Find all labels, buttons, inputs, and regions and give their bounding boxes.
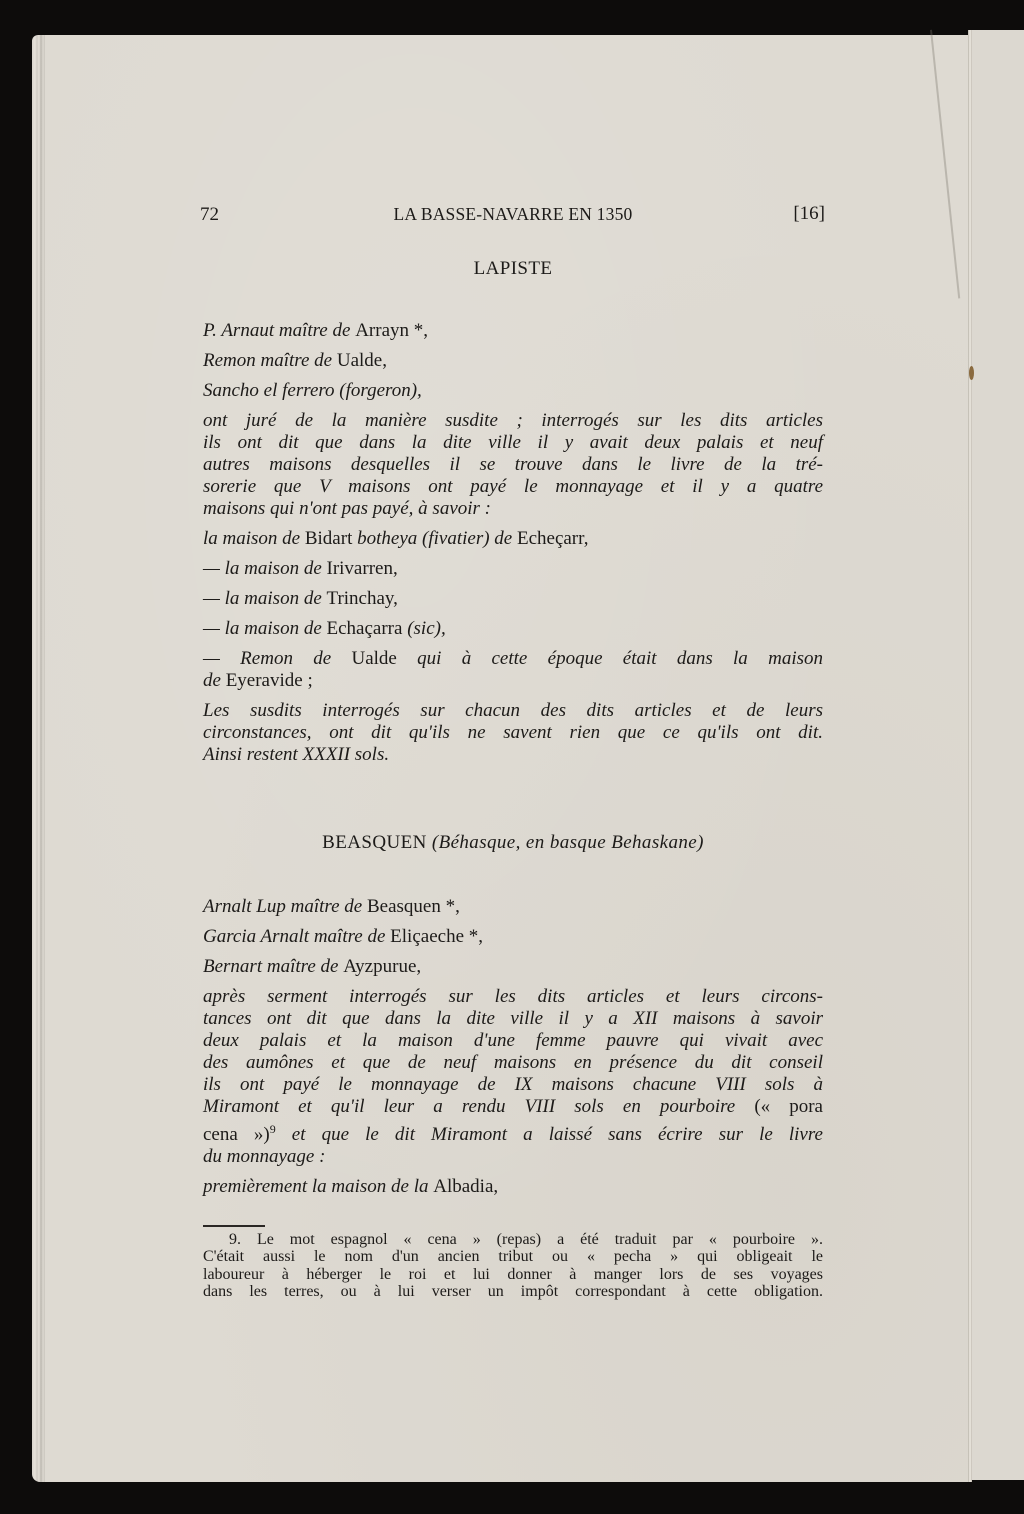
witness-name: P. Arnaut maître de <box>203 320 356 341</box>
section-number: [16] <box>793 203 825 224</box>
house-item <box>203 588 823 610</box>
place-name: Eyeravide ; <box>225 670 313 691</box>
text-line: deux palais et la maison d'une femme pauvre qui vivait avec <box>203 1030 823 1051</box>
running-title: LA BASSE-NAVARRE EN 1350 <box>393 204 633 224</box>
witness-name: Bernart maître de <box>203 956 344 977</box>
footnote-ref[interactable]: 9 <box>269 1122 276 1136</box>
text-line: tances ont dit que dans la dite ville il y a XII maisons à savoir <box>203 1008 823 1029</box>
text-span: (sic), <box>407 618 446 639</box>
text-span: la maison de <box>203 528 305 549</box>
footnote-separator <box>203 1225 265 1227</box>
place-name: Ualde <box>351 648 418 669</box>
witness-name: Sancho el ferrero (forgeron), <box>203 380 422 401</box>
place-name: Ayzpurue, <box>343 956 422 977</box>
book-gutter <box>968 30 972 1482</box>
text-span: botheya (fivatier) de <box>357 528 517 549</box>
house-item <box>203 558 823 580</box>
heading-place: BEASQUEN <box>322 832 432 853</box>
quoted-term: (« pora <box>754 1096 823 1117</box>
witness-name: Arnalt Lup maître de <box>203 896 367 917</box>
text-line <box>203 648 823 670</box>
place-name: Arrayn *, <box>355 320 428 341</box>
text-line <box>203 670 823 692</box>
witness-line <box>203 320 823 342</box>
place-name: Irivarren, <box>326 558 398 579</box>
testimony-paragraph <box>203 986 823 1168</box>
running-head <box>200 200 825 230</box>
quoted-term: cena ») <box>203 1124 270 1145</box>
place-name: Echaçarra <box>326 618 408 639</box>
footnote-line: C'était aussi le nom d'un ancien tribut ou « pecha » qui obligeait le <box>203 1248 823 1266</box>
text-line: ils ont dit que dans la dite ville il y avait deux palais et neuf <box>203 432 823 453</box>
text-span: — la maison de <box>203 618 327 639</box>
page-number: 72 <box>200 204 219 225</box>
page-stack-edge <box>32 35 46 1482</box>
footnote-line: dans les terres, ou à lui verser un impôt correspondant à cette obligation. <box>203 1282 823 1300</box>
text-line: autres maisons desquelles il se trouve dans le livre de la tré- <box>203 454 823 475</box>
text-line <box>203 1096 823 1118</box>
text-span: — Remon de <box>203 648 352 669</box>
text-line: sorerie que V maisons ont payé le monnayage et il y a quatre <box>203 476 823 497</box>
text-span: qui à cette époque était dans la maison <box>417 648 823 669</box>
witness-name: Remon maître de <box>203 350 337 371</box>
place-name: Albadia, <box>433 1176 499 1197</box>
place-name: Ualde, <box>336 350 387 371</box>
house-item <box>203 528 823 550</box>
text-line: des aumônes et que de neuf maisons en présence du dit conseil <box>203 1052 823 1073</box>
paper-stain <box>969 366 974 380</box>
text-line: Les susdits interrogés sur chacun des dits articles et de leurs <box>203 700 823 721</box>
witness-line <box>203 380 823 402</box>
text-line <box>203 1118 823 1146</box>
text-line: circonstances, ont dit qu'ils ne savent rien que ce qu'ils ont dit. <box>203 722 823 743</box>
footnote-line: 9. Le mot espagnol « cena » (repas) a été traduit par « pourboire ». <box>229 1231 823 1248</box>
heading-lapiste: LAPISTE <box>473 258 553 279</box>
witness-line <box>203 896 823 918</box>
text-span: Miramont et qu'il leur a rendu VIII sols en pourboire <box>203 1096 755 1117</box>
place-name: Echeçarr, <box>516 528 589 549</box>
heading-beasquen <box>203 832 823 854</box>
footnote-line: laboureur à héberger le roi et lui donner à manger lors de ses voyages <box>203 1265 823 1283</box>
text-line: après serment interrogés sur les dits articles et leurs circons- <box>203 986 823 1007</box>
witness-line <box>203 926 823 948</box>
text-line: ont juré de la manière susdite ; interrogés sur les dits articles <box>203 410 823 431</box>
text-line: du monnayage : <box>203 1146 326 1167</box>
place-name: Eliçaeche *, <box>390 926 484 947</box>
text-span: premièrement la maison de la <box>203 1176 434 1197</box>
text-span: et que le dit Miramont a laissé sans écrire sur le livre <box>275 1124 823 1145</box>
place-name: Trinchay, <box>326 588 398 609</box>
conclusion-paragraph <box>203 700 823 766</box>
place-name: Beasquen *, <box>366 896 460 917</box>
text-span: — la maison de <box>203 558 327 579</box>
text-line: ils ont payé le monnayage de IX maisons chacune VIII sols à <box>203 1074 823 1095</box>
text-line: Ainsi restent XXXII sols. <box>203 744 390 765</box>
heading-gloss: (Béhasque, en basque Behaskane) <box>431 832 704 853</box>
text-span: de <box>203 670 226 691</box>
witness-name: Garcia Arnalt maître de <box>203 926 391 947</box>
witness-line <box>203 350 823 372</box>
place-name: Bidart <box>304 528 358 549</box>
house-item <box>203 618 823 640</box>
house-item <box>203 1176 823 1198</box>
testimony-paragraph <box>203 410 823 520</box>
house-item-remon <box>203 648 823 692</box>
facing-page-edge <box>972 30 1024 1480</box>
text-line: maisons qui n'ont pas payé, à savoir : <box>203 498 491 519</box>
page-content <box>200 200 825 1300</box>
text-span: — la maison de <box>203 588 327 609</box>
witness-line <box>203 956 823 978</box>
